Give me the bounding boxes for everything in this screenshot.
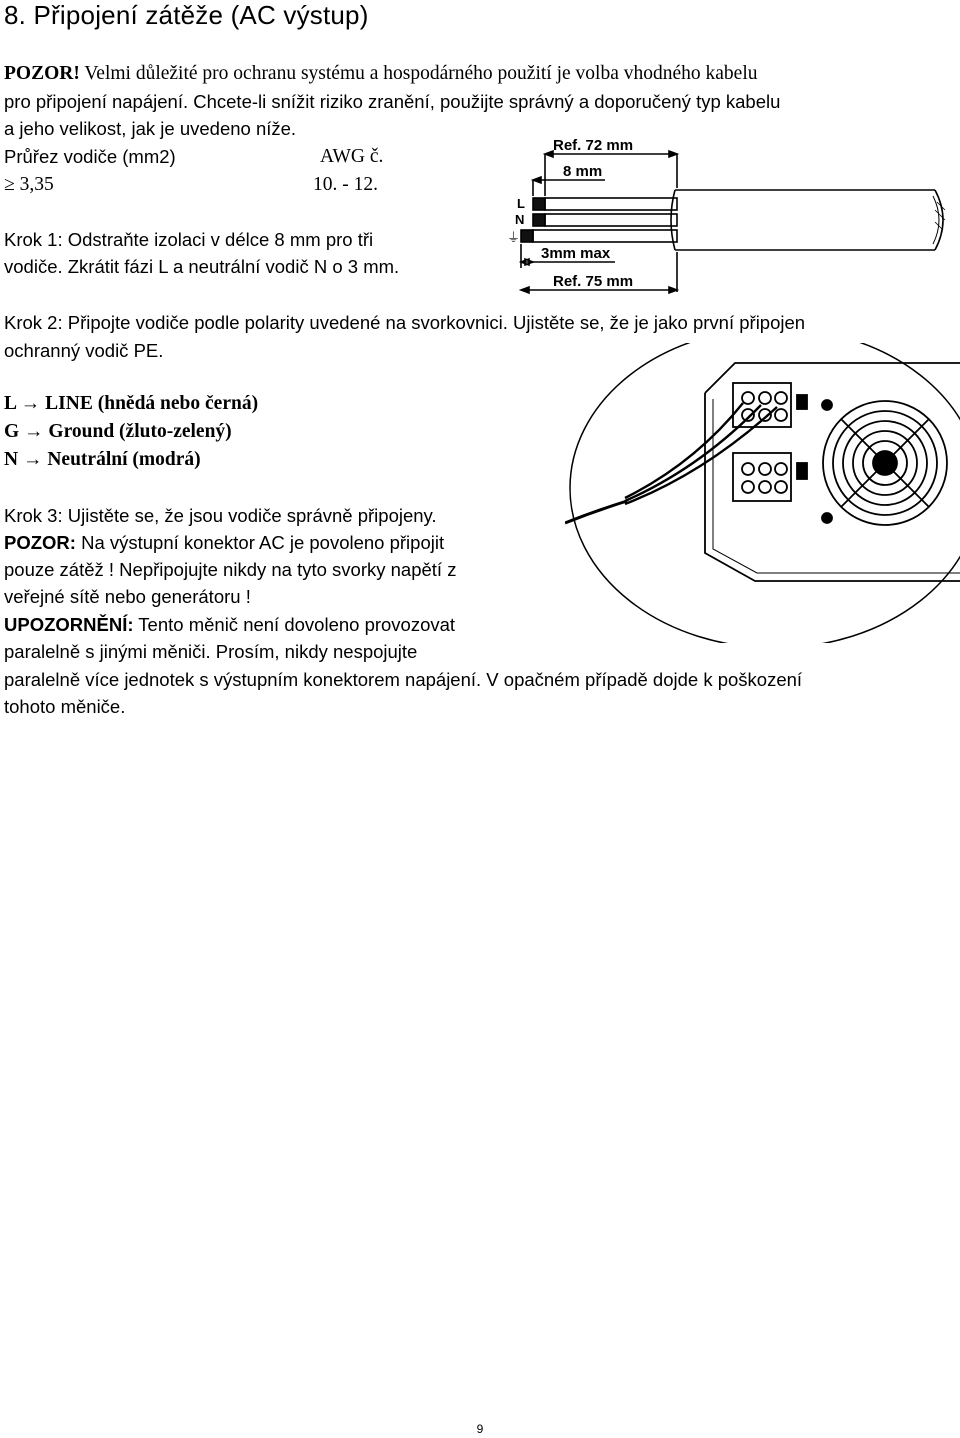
step2-line-2: ochranný vodič PE.: [4, 340, 164, 361]
upozorneni-label: UPOZORNĚNÍ:: [4, 614, 134, 635]
step3-line-7: paralelně více jednotek s výstupním konektorem napájení. V opačném případě dojde k poškození: [4, 669, 803, 690]
wiring-line: L → LINE (hnědá nebo černá): [4, 393, 259, 414]
ground-symbol-icon: ⏚: [507, 231, 521, 246]
dim-ref72: Ref. 72 mm: [553, 137, 634, 154]
step3-line-3: pouze zátěž ! Nepřipojujte nikdy na tyto svorky napětí z: [4, 559, 457, 580]
intro-line-1-text: Velmi důležité pro ochranu systému a hospodárného použití je volba vhodného kabelu: [79, 63, 758, 84]
spec-col2-value: 10. - 12.: [313, 174, 378, 195]
dim-8mm: 8 mm: [563, 163, 603, 180]
step3-line-6: paralelně s jinými měniči. Prosím, nikdy nespojujte: [4, 641, 418, 662]
spec-col1-value: ≥ 3,35: [4, 174, 54, 195]
intro-line-2: pro připojení napájení. Chcete-li snížit riziko zranění, použijte správný a doporučený typ kabelu: [4, 91, 781, 112]
spec-col2-header: AWG č.: [320, 146, 384, 167]
step3-line-8: tohoto měniče.: [4, 696, 126, 717]
wiring-neutral: N → Neutrální (modrá): [4, 449, 201, 470]
dim-ref75: Ref. 75 mm: [553, 273, 634, 290]
inverter-output-connector-illustration: [565, 343, 960, 643]
spec-col1-header: Průřez vodiče (mm2): [4, 146, 176, 167]
wiring-ground: G → Ground (žluto-zelený): [4, 421, 232, 442]
intro-line-1: [4, 60, 758, 87]
step3-line-5-text: Tento měnič není dovoleno provozovat: [133, 614, 456, 635]
step3-line-2-text: Na výstupní konektor AC je povoleno připojit: [75, 532, 445, 553]
cable-strip-diagram: [505, 132, 955, 300]
step3-line-2: [4, 529, 444, 556]
intro-line-3: a jeho velikost, jak je uvedeno níže.: [4, 118, 297, 139]
step2-line-1: Krok 2: Připojte vodiče podle polarity uvedené na svorkovnici. Ujistěte se, že je jako první připojen: [4, 312, 806, 333]
step3-line-4: veřejné sítě nebo generátoru !: [4, 586, 251, 607]
step1-line-2: vodiče. Zkrátit fázi L a neutrální vodič N o 3 mm.: [4, 256, 400, 277]
dim-3mm-max: 3mm max: [541, 245, 611, 262]
page-number: 9: [476, 1422, 484, 1436]
step1-line-1: Krok 1: Odstraňte izolaci v délce 8 mm pro tři: [4, 229, 374, 250]
wire-label-l: L: [517, 196, 525, 211]
step3-pozor-label: POZOR:: [4, 532, 76, 553]
page-heading: 8. Připojení zátěže (AC výstup): [4, 0, 369, 30]
pozor-label: POZOR!: [4, 63, 80, 84]
step3-line-5: [4, 611, 455, 638]
step3-line-1: Krok 3: Ujistěte se, že jsou vodiče správně připojeny.: [4, 505, 437, 526]
wire-label-n: N: [515, 212, 525, 227]
